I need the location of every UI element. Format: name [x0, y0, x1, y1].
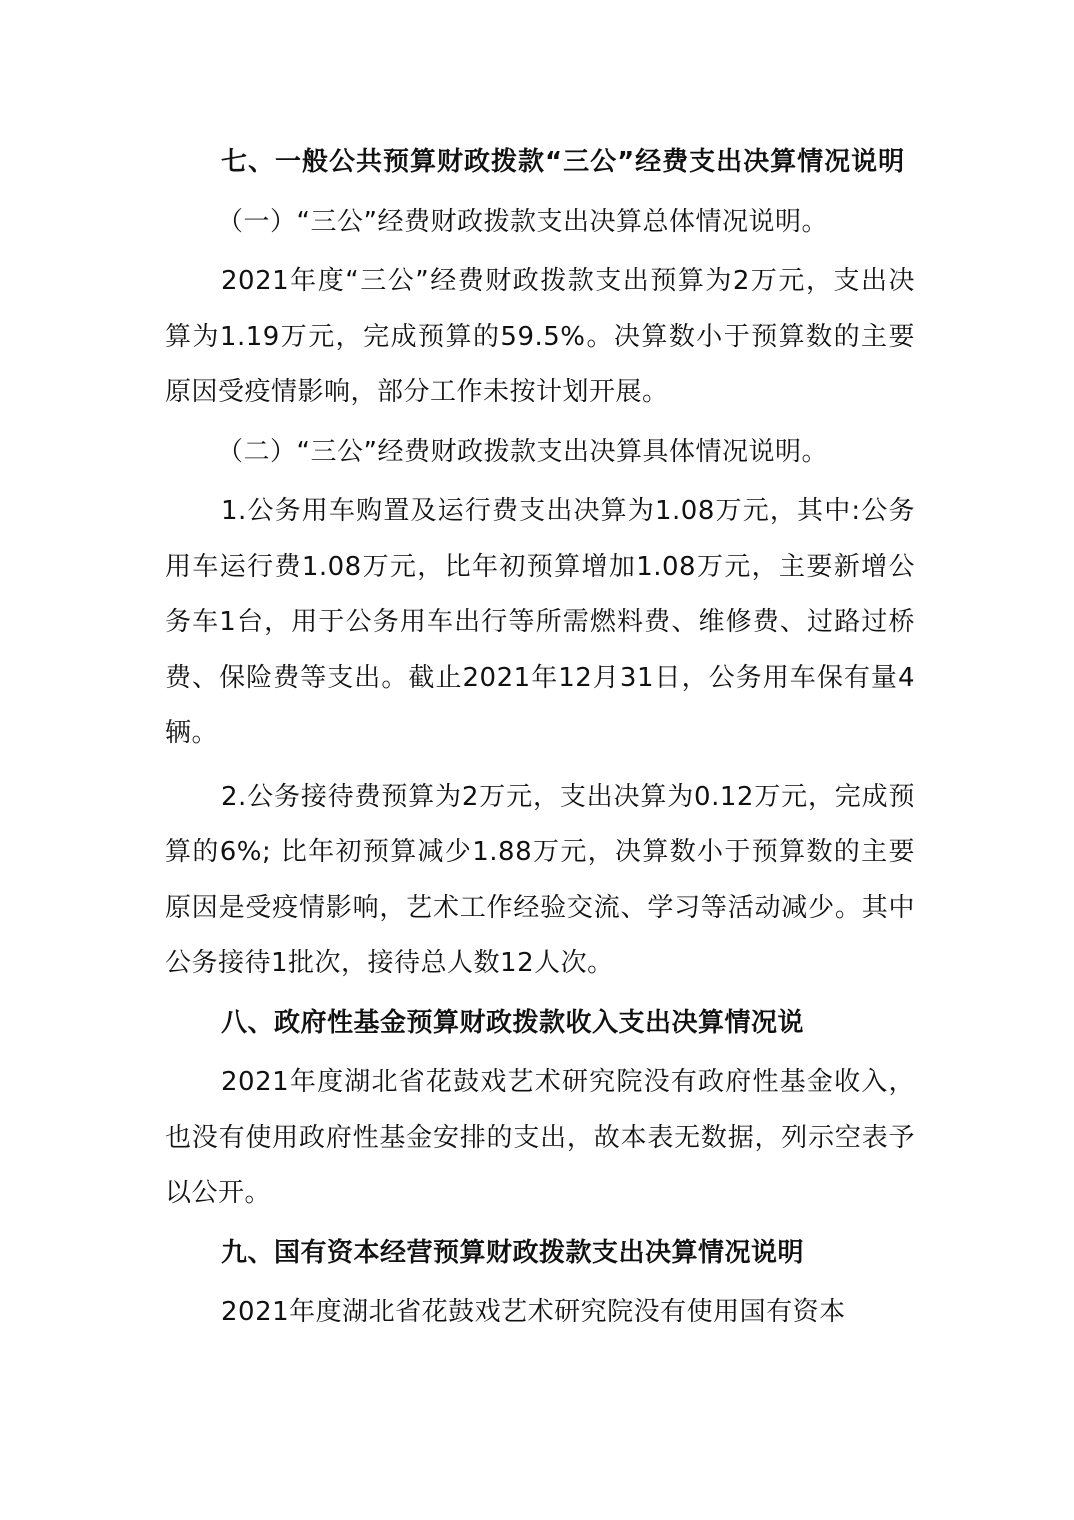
section-9-body: 2021年度湖北省花鼓戏艺术研究院没有使用国有资本	[221, 1297, 846, 1327]
document-body	[165, 132, 915, 1341]
section-7-sub1-title: （一）“三公”经费财政拨款支出决算总体情况说明。	[217, 206, 828, 237]
section-7-sub2-title: （二）“三公”经费财政拨款支出决算具体情况说明。	[217, 436, 828, 467]
section-9-title: 九、国有资本经营预算财政拨款支出决算情况说明	[221, 1237, 805, 1268]
section-8-title: 八、政府性基金预算财政拨款收入支出决算情况说	[221, 1007, 805, 1038]
section-8-body: 2021年度湖北省花鼓戏艺术研究院没有政府性基金收入，也没有使用政府性基金安排的支出，故本表无数据，列示空表予以公开。	[165, 1067, 915, 1208]
section-7-item1: 1.公务用车购置及运行费支出决算为1.08万元，其中:公务用车运行费1.08万元，比年初预算增加1.08万元，主要新增公务车1台，用于公务用车出行等所需燃料费、维修费、过路过桥费、保险费等支出。截止2021年12月31日，公务用车保有量4辆。	[165, 496, 915, 748]
section-7-sub1-body: 2021年度“三公”经费财政拨款支出预算为2万元，支出决算为1.19万元，完成预算的59.5%。决算数小于预算数的主要原因受疫情影响，部分工作未按计划开展。	[165, 266, 915, 407]
section-7-item2: 2.公务接待费预算为2万元，支出决算为0.12万元，完成预算的6%; 比年初预算减少1.88万元，决算数小于预算数的主要原因是受疫情影响，艺术工作经验交流、学习等活动减少。其中公务接待1批次，接待总人数12人次。	[165, 781, 915, 978]
section-7-title: 七、一般公共预算财政拨款“三公”经费支出决算情况说明	[221, 147, 906, 177]
